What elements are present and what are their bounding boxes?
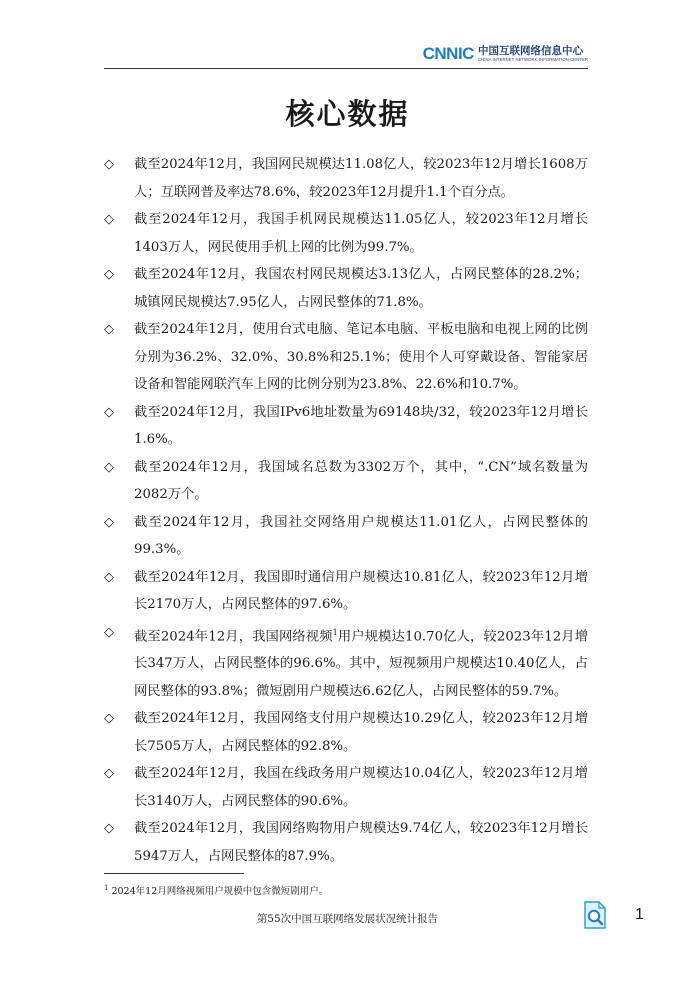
report-title-footer: 第55次中国互联网络发展状况统计报告 (256, 913, 439, 925)
diamond-bullet-icon: ◇ (104, 711, 114, 727)
list-item: ◇ 截至2024年12月，我国网民规模达11.08亿人，较2023年12月增长1608万人；互联网普及率达78.6%，较2023年12月提升1.1个百分点。 (104, 151, 588, 206)
list-item: ◇ 截至2024年12月，我国手机网民规模达11.05亿人，较2023年12月增长1403万人，网民使用手机上网的比例为99.7%。 (104, 206, 588, 261)
list-item: ◇ 截至2024年12月，我国即时通信用户规模达10.81亿人，较2023年12月增长2170万人，占网民整体的97.6%。 (104, 564, 588, 619)
list-item: ◇ 截至2024年12月，我国社交网络用户规模达11.01亿人，占网民整体的99.3%。 (104, 509, 588, 564)
page-title: 核心数据 (285, 97, 410, 131)
list-item: ◇ 截至2024年12月，我国网络视频$^1$用户规模达10.70亿人，较2023年12月增长347万人，占网民整体的96.6%。其中，短视频用户规模达10.40亿人，占网民整体的93.8%；微短剧用户规模达6.62亿人，占网民整体的59.7%。 (104, 619, 588, 706)
diamond-bullet-icon: ◇ (104, 459, 114, 475)
diamond-bullet-icon: ◇ (104, 514, 114, 530)
page-number: 1 (635, 906, 644, 923)
logo-english-name: CHINA INTERNET NETWORK INFORMATION CENTER (477, 57, 588, 63)
list-item: ◇ 截至2024年12月，我国农村网民规模达3.13亿人，占网民整体的28.2%；城镇网民规模达7.95亿人，占网民整体的71.8%。 (104, 261, 588, 316)
footnote-divider (104, 873, 244, 874)
page-header (104, 44, 588, 68)
footnote-reference: 1 (332, 627, 338, 637)
list-item: ◇ 截至2024年12月，我国域名总数为3302万个，其中，“.CN”域名数量为2082万个。 (104, 454, 588, 509)
diamond-bullet-icon: ◇ (104, 821, 114, 837)
diamond-bullet-icon: ◇ (104, 212, 114, 227)
diamond-bullet-icon: ◇ (104, 766, 114, 782)
header-divider (104, 68, 588, 69)
diamond-bullet-icon: ◇ (104, 157, 114, 172)
list-item: ◇ 截至2024年12月，使用台式电脑、笔记本电脑、平板电脑和电视上网的比例分别为36.2%、32.0%、30.8%和25.1%；使用个人可穿戴设备、智能家居设备和智能网联汽车上网的比例分别为23.8%、22.6%和10.7%。 (104, 316, 588, 399)
key-data-list (104, 151, 588, 870)
list-item: ◇ 截至2024年12月，我国网络支付用户规模达10.29亿人，较2023年12月增长7505万人，占网民整体的92.8%。 (104, 705, 588, 760)
footnote-text: 2024年12月网络视频用户规模中包含微短剧用户。 (111, 886, 329, 897)
list-item: ◇ 截至2024年12月，我国在线政务用户规模达10.04亿人，较2023年12月增长3140万人，占网民整体的90.6%。 (104, 760, 588, 815)
diamond-bullet-icon: ◇ (104, 267, 114, 282)
list-item: ◇ 截至2024年12月，我国IPv6地址数量为69148块/32，较2023年12月增长1.6%。 (104, 399, 588, 454)
logo-mark: CNNIC (422, 44, 474, 63)
diamond-bullet-icon: ◇ (104, 404, 114, 420)
magnifier-report-icon (583, 901, 607, 929)
cnnic-logo (423, 44, 588, 64)
footnote-mark: 1 (104, 883, 109, 892)
diamond-bullet-icon: ◇ (104, 624, 114, 640)
logo-chinese-name: 中国互联网络信息中心 (477, 44, 583, 57)
diamond-bullet-icon: ◇ (104, 322, 114, 337)
list-item: ◇ 截至2024年12月，我国网络购物用户规模达9.74亿人，较2023年12月增长5947万人，占网民整体的87.9%。 (104, 815, 588, 870)
footnote (104, 883, 328, 897)
diamond-bullet-icon: ◇ (104, 569, 114, 585)
